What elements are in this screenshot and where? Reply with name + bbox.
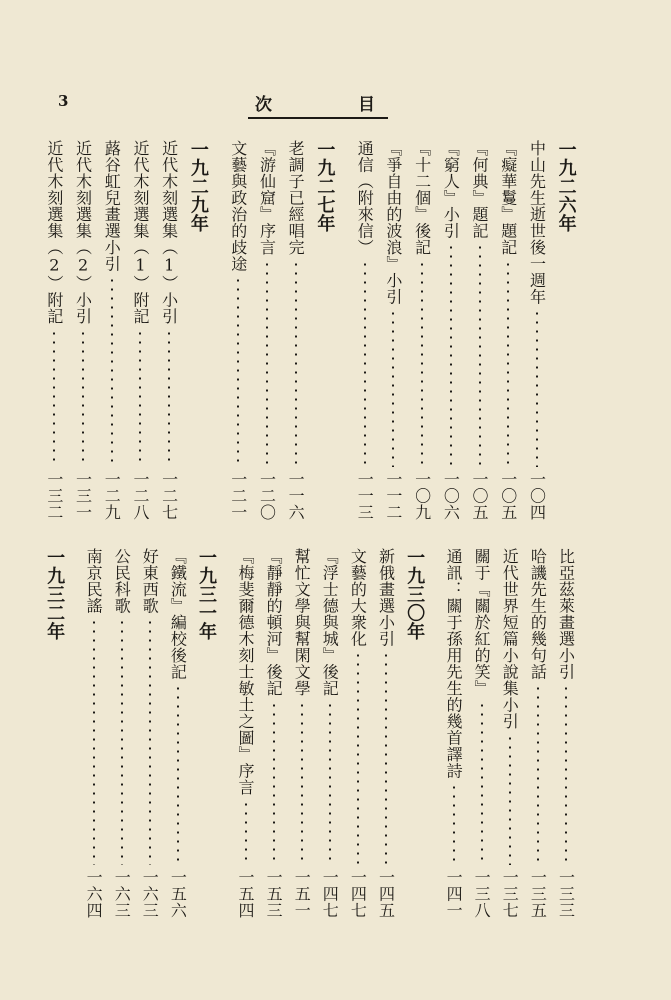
toc-entry-title: 『爭自由的波浪』小引 bbox=[383, 140, 403, 305]
leader-dots bbox=[111, 276, 113, 467]
toc-entry-page: 一〇五 bbox=[498, 470, 518, 520]
year-heading bbox=[40, 548, 68, 918]
toc-entry-title: 近代木刻選集（2）附記 bbox=[44, 140, 64, 325]
toc-entry-title: 公民科歌 bbox=[112, 548, 132, 614]
toc-entry bbox=[136, 548, 164, 918]
toc-entry-page: 一四五 bbox=[376, 868, 396, 918]
leader-dots bbox=[364, 260, 366, 467]
toc-entry-page: 一〇九 bbox=[412, 470, 432, 520]
leader-dots bbox=[479, 243, 481, 467]
year-heading bbox=[551, 140, 580, 520]
toc-entry-page: 一五一 bbox=[292, 868, 312, 918]
toc-entry bbox=[260, 548, 288, 918]
year-heading bbox=[310, 140, 339, 520]
toc-entry-page: 一一二 bbox=[383, 470, 403, 520]
leader-dots bbox=[536, 309, 538, 467]
leader-dots bbox=[93, 618, 95, 865]
year-heading-text: 一九三二年 bbox=[44, 548, 66, 641]
toc-entry-title: 老調子已經唱完 bbox=[286, 140, 306, 256]
page-number: 3 bbox=[58, 92, 69, 110]
leader-dots bbox=[565, 684, 567, 865]
running-head-left: 次 bbox=[255, 95, 272, 115]
toc-entry bbox=[108, 548, 136, 918]
toc-entry-page: 一二九 bbox=[102, 470, 122, 520]
toc-entry-title: 近代木刻選集（1）小引 bbox=[159, 140, 179, 325]
toc-entry-title: 『游仙窟』序言 bbox=[257, 140, 277, 256]
toc-entry-title: 『何典』題記 bbox=[470, 140, 490, 239]
toc-entry bbox=[552, 548, 580, 918]
toc-entry bbox=[253, 140, 282, 520]
toc-entry-page: 一二七 bbox=[159, 470, 179, 520]
column-gap bbox=[220, 548, 231, 918]
toc-entry-page: 一六四 bbox=[84, 868, 104, 918]
toc-entry-title: 『癡華鬘』題記 bbox=[498, 140, 518, 256]
toc-entry-page: 一〇四 bbox=[527, 470, 547, 520]
toc-entry-title: 通訊：關于孫用先生的幾首譯詩 bbox=[444, 548, 464, 779]
toc-entry bbox=[155, 140, 184, 520]
leader-dots bbox=[453, 783, 455, 865]
toc-entry-page: 一五六 bbox=[168, 868, 188, 918]
toc-entry-title: 近代木刻選集（1）附記 bbox=[130, 140, 150, 325]
leader-dots bbox=[481, 701, 483, 865]
leader-dots bbox=[149, 618, 151, 865]
toc-entry bbox=[524, 548, 552, 918]
toc-entry-page: 一二一 bbox=[228, 470, 248, 520]
toc-entry-title: 『靜靜的頓河』後記 bbox=[264, 548, 284, 697]
toc-entry-title: 關于『關於紅的笑』 bbox=[472, 548, 492, 697]
toc-entry-page: 一二〇 bbox=[257, 470, 277, 520]
column-gap bbox=[428, 548, 439, 918]
toc-entry bbox=[69, 140, 98, 520]
year-heading bbox=[184, 140, 213, 520]
header-rule bbox=[248, 117, 388, 119]
toc-entry-page: 一一三 bbox=[355, 470, 375, 520]
toc-entry-page: 一五三 bbox=[264, 868, 284, 918]
toc-entry bbox=[40, 140, 69, 520]
toc-entry-title: 中山先生逝世後一週年 bbox=[527, 140, 547, 305]
toc-entry bbox=[494, 140, 523, 520]
leader-dots bbox=[392, 309, 394, 467]
toc-entry-page: 一六三 bbox=[140, 868, 160, 918]
leader-dots bbox=[507, 260, 509, 467]
column-gap bbox=[68, 548, 79, 918]
toc-entry-title: 好東西歌 bbox=[140, 548, 160, 614]
leader-dots bbox=[357, 651, 359, 865]
toc-entry-title: 『浮士德與城』後記 bbox=[320, 548, 340, 697]
leader-dots bbox=[121, 618, 123, 865]
toc-entry bbox=[231, 548, 259, 918]
year-heading-text: 一九二九年 bbox=[187, 140, 209, 233]
year-heading-text: 一九三一年 bbox=[195, 548, 217, 641]
toc-entry bbox=[465, 140, 494, 520]
leader-dots bbox=[509, 734, 511, 865]
toc-entry-title: 新俄畫選小引 bbox=[376, 548, 396, 647]
toc-entry bbox=[468, 548, 496, 918]
toc-entry-title: 比亞茲萊畫選小引 bbox=[556, 548, 576, 680]
leader-dots bbox=[385, 651, 387, 865]
toc-entry bbox=[436, 140, 465, 520]
column-gap bbox=[212, 140, 224, 520]
toc-entry-page: 一四七 bbox=[348, 868, 368, 918]
leader-dots bbox=[421, 260, 423, 467]
toc-entry-page: 一五四 bbox=[236, 868, 255, 918]
toc-entry bbox=[316, 548, 344, 918]
running-head bbox=[255, 90, 375, 115]
toc-entry-page: 一六三 bbox=[112, 868, 132, 918]
leader-dots bbox=[53, 329, 55, 467]
leader-dots bbox=[139, 329, 141, 467]
toc-entry bbox=[496, 548, 524, 918]
toc-entry-title: 『梅斐爾德木刻士敏土之圖』序言 bbox=[236, 548, 255, 796]
leader-dots bbox=[266, 260, 268, 467]
toc-entry-page: 一〇六 bbox=[441, 470, 461, 520]
toc-entry-title: 南京民謠 bbox=[84, 548, 104, 614]
leader-dots bbox=[273, 701, 275, 865]
toc-bottom-half bbox=[40, 548, 580, 918]
toc-entry bbox=[372, 548, 400, 918]
toc-entry-title: 近代世界短篇小說集小引 bbox=[500, 548, 520, 730]
leader-dots bbox=[537, 684, 539, 865]
leader-dots bbox=[237, 276, 239, 467]
toc-entry bbox=[350, 140, 379, 520]
toc-entry-page: 一二八 bbox=[130, 470, 150, 520]
toc-entry bbox=[379, 140, 408, 520]
toc-entry bbox=[224, 140, 253, 520]
toc-entry-title: 文藝與政治的歧途 bbox=[228, 140, 248, 272]
leader-dots bbox=[301, 701, 303, 865]
toc-entry-page: 一三一 bbox=[73, 470, 93, 520]
toc-entry bbox=[281, 140, 310, 520]
running-head-right: 目 bbox=[358, 95, 375, 115]
toc-entry bbox=[126, 140, 155, 520]
year-heading-text: 一九二六年 bbox=[555, 140, 577, 233]
toc-entry-page: 一三三 bbox=[556, 868, 576, 918]
leader-dots bbox=[168, 329, 170, 467]
toc-entry bbox=[408, 140, 437, 520]
leader-dots bbox=[177, 684, 179, 865]
toc-entry-title: 『十二個』後記 bbox=[412, 140, 432, 256]
toc-entry-title: 幫忙文學與幫閑文學 bbox=[292, 548, 312, 697]
leader-dots bbox=[295, 260, 297, 467]
toc-entry bbox=[440, 548, 468, 918]
year-heading-text: 一九三〇年 bbox=[404, 548, 426, 641]
toc-entry-page: 一三二 bbox=[44, 470, 64, 520]
toc-entry bbox=[344, 548, 372, 918]
toc-entry-page: 一四一 bbox=[444, 868, 464, 918]
toc-entry bbox=[97, 140, 126, 520]
toc-entry-title: 通信（附來信） bbox=[355, 140, 375, 256]
column-gap bbox=[339, 140, 351, 520]
toc-entry-page: 一一六 bbox=[286, 470, 306, 520]
year-heading bbox=[192, 548, 220, 918]
leader-dots bbox=[82, 329, 84, 467]
toc-entry-page: 一三七 bbox=[500, 868, 520, 918]
leader-dots bbox=[450, 243, 452, 467]
year-heading-text: 一九二七年 bbox=[314, 140, 336, 233]
toc-entry bbox=[288, 548, 316, 918]
toc-top-half bbox=[40, 140, 580, 520]
toc-entry-title: 『鐵流』編校後記 bbox=[168, 548, 188, 680]
toc-entry-title: 『窮人』小引 bbox=[441, 140, 461, 239]
leader-dots bbox=[329, 701, 331, 865]
toc-entry-page: 一四七 bbox=[320, 868, 340, 918]
toc-entry-title: 近代木刻選集（2）小引 bbox=[73, 140, 93, 325]
toc-entry bbox=[164, 548, 192, 918]
toc-entry bbox=[80, 548, 108, 918]
year-heading bbox=[400, 548, 428, 918]
toc-entry-page: 一三八 bbox=[472, 868, 492, 918]
toc-entry-title: 蕗谷虹兒畫選小引 bbox=[102, 140, 122, 272]
toc-entry-title: 哈譏先生的幾句話 bbox=[528, 548, 548, 680]
toc-entry-title: 文藝的大衆化 bbox=[348, 548, 368, 647]
leader-dots bbox=[245, 800, 247, 865]
toc-entry-page: 一三五 bbox=[528, 868, 548, 918]
toc-entry bbox=[523, 140, 552, 520]
toc-entry-page: 一〇五 bbox=[470, 470, 490, 520]
